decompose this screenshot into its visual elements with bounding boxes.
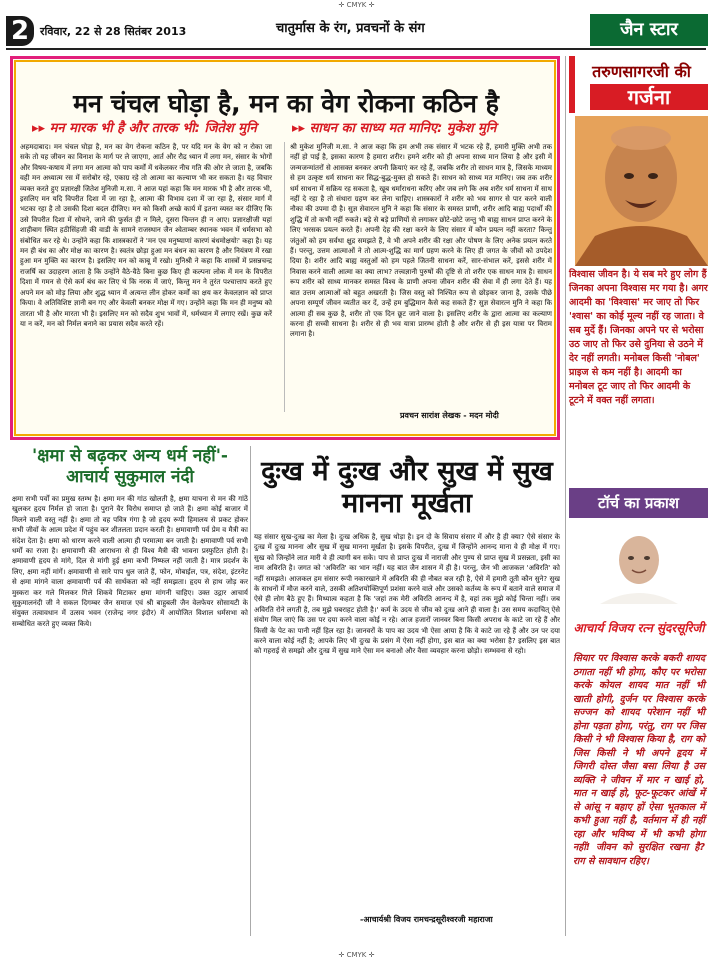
registration-text: CMYK	[346, 1, 367, 9]
main-article-credit: प्रवचन सारांश लेखक - मदन मोदी	[400, 411, 499, 420]
header-divider	[6, 48, 706, 50]
kshama-headline: 'क्षमा से बढ़कर अन्य धर्म नहीं'-आचार्य सुकुमाल नंदी	[32, 446, 228, 487]
registration-crosshair-icon: ✛	[338, 951, 345, 959]
double-chevron-icon: ▸▸	[32, 121, 46, 136]
registration-crosshair-icon: ✛	[368, 1, 375, 9]
main-article-subheading-left	[32, 118, 257, 136]
subheading-left-text: मन मारक भी है और तारक भी: जितेश मुनि	[49, 121, 257, 136]
main-article-subheading-right	[292, 118, 496, 136]
registration-crosshair-icon: ✛	[368, 951, 375, 959]
main-article-headline: मन चंचल घोड़ा है, मन का वेग रोकना कठिन है	[73, 89, 499, 118]
acharya-text: सियार पर विश्वास करके बकरी शायद ठगाता नहीं भी होगा, कौए पर भरोसा करके कोयल शायद मात नहीं भी खाती होगी, दुर्जन पर विश्वास करके सज्जन को शायद परेशान नहीं भी होना पड़ता होगा, परंतु, राग पर जिस किसी ने भी विश्वास किया है, राग को जिस किसी ने भी अपने हृदय में जिगरी दोस्त जैसा बसा लिया है उस व्यक्ति ने जीवन में मार न खाई हो, मात न खाई हो, फूट-फूटकर आंखें में से आंसू न बहाए हों ऐसा भूतकाल में कभी हुआ नहीं है, वर्तमान में ही नहीं रहा और भविष्य में भी कभी होगा नहीं! जीवन को सुरक्षित रखना है? राग से सावधान रहिए।	[573, 653, 705, 867]
torch-label: टॉर्च का प्रकाश	[569, 488, 708, 518]
main-article-column-1: अहमदाबाद। मन चंचल घोड़ा है, मन का वेग रोकना कठिन है, पर यदि मन के वेग को न रोका जा सके तो यह जीवन का विनाश के मार्ग पर ले जाएगा, आर्त और रौद्र ध्यान में लगा मन, संसार के भोगों और विषय-कषाय में लगा मन आत्मा को पाप कर्मों में धकेलकर नीच गति की ओर ले जाता है, जबकि वही मन अध्यात्म रस में सरोबोर रहे, एकाग्र रहे तो आत्मा का कल्याण भी कर सकता है। यह विचार व्यक्त करते हुए प्रज्ञारक्षी जितेश मुनिजी म.सा. ने आज यहां कहा कि मन मारक भी है और तारक भी, इसलिए मन यदि विपरीत दिशा में जा रहा है, आत्मा की विभाव दशा में जा रहा है, संसार मार्ग में भटका रहा है तो उसकी दिशा बदल दीजिए। मन को किसी अच्छे कार्य में इतना व्यस्त कर दीजिए कि उसे विपरीत दिशा में सोचने, जाने की फुर्सत ही न मिले, दूसरा चिन्तन ही न आए। प्रज्ञारक्षीजी यहां शाहीबाग स्थित हठीसिंहजी की वाडी के सामने राजस्थान जैन श्वेताम्बर स्थानक भवन में धर्मसभा को संबोधित कर रहे थे। उन्होंने कहा कि शास्त्रकारों ने 'मन एव मनुष्याणां कारणं बंधमोक्षयोः' कहा है। यह मन ही बंध का और मोक्ष का कारण है। स्वतंत्र छोड़ा हुआ मन बंधन का कारण है और नियंत्रण में रखा हुआ मन मुक्ति का कारण है। इसलिए मन को काबू में रखो। मुनिश्री ने कहा कि शास्त्रों में प्रसन्नचन्द्र राजर्षि का उदाहरण आता है कि उन्होंने वैठे-वैठे बिना कुछ किए ही कल्पना लोक में मन के विपरीत दिशा में गमन से ऐसे कर्म बंध कर लिए थे कि नरक में जाएं, किन्तु मन ने तुरंत पश्चात्ताप करते हुए अपने मन को मोड़ लिया और शुद्ध ध्यान में अत्यन्त लीन होकर कर्मों का क्षय कर केवलज्ञान को प्राप्त किया। वे अतिविशिष्ट ज्ञानी बन गए और केवली बनकर मोक्ष में गए। उन्होंने कहा कि मन ही मनुष्य को तारता भी है और मारता भी है। इसलिए मन को सदैव शुभ भावों में, धर्मध्यान में लगाए रखें। कुछ करें या न करें, मन को निर्मल बनाने का प्रयास सदैव करते रहें।	[20, 143, 272, 328]
column-divider	[565, 56, 566, 936]
subheading-right-text: साधन का साध्य मत मानिए: मुकेश मुनि	[309, 121, 497, 136]
registration-crosshair-icon: ✛	[338, 1, 345, 9]
column-divider	[250, 446, 251, 936]
kshama-body: क्षमा सभी पर्वों का प्रमुख स्तम्भ है। क्षमा मन की गांठ खोलती है, क्षमा याचना से मन की गांठें खुलकर हृदय निर्मल हो जाता है। पुराने वैर विरोध समाप्त हो जाते हैं। क्षमा कोई बाजार में मिलने वाली वस्तु नहीं है। क्षमा तो वह पवित्र गंगा है जो हृदय रूपी हिमालय से प्रकट होकर सभी जीवों के आत्म प्रदेश में पहुंच कर शीतलता प्रदान करती है। क्षमावाणी पर्व प्रेम व मैत्री का संदेश देता है। क्षमा को धारण करने वाली आत्मा ही परमात्मा बन जाती है। क्षमावाणी पर्व सभी धर्मों का राजा है। क्षमावाणी की आराधना से ही विश्व मैत्री की भावना प्रस्फुटित होती है। क्षमावाणी हृदय से मांगे, दिल से मांगी हुई क्षमा कभी निष्फल नहीं जाती है। मात्र प्रदर्शन के लिए, क्षमा नहीं मांगें। क्षमावाणी से सारे पाप धुल जाते हैं, फोन, मोबाईल, पत्र, संदेश, इंटरनेट से क्षमा मांगने वाला क्षमावाणी पर्व की सार्थकता को नहीं समझता। हृदय से हाथ जोड़ कर मुस्करा कर गले मिलकर गिले शिकवे मिटाकर क्षमा मांगनी चाहिए। उक्त उद्गार आचार्य सुकुमालनंदी जी ने सकल दिगम्बर जैन समाज एवं श्री बाहुबली जैन वेलफेयर सोसायटी के संयुक्त तत्वावधान में उत्सव भवन (राजेन्द्र नगर इंदौर) में आयोजित विशाल धर्मसभा को सम्बोधित करते हुए व्यक्त किये।	[12, 495, 248, 628]
double-chevron-icon: ▸▸	[292, 121, 306, 136]
issue-date: रविवार, 22 से 28 सितंबर 2013	[40, 25, 187, 38]
main-article-column-2: श्री मुकेश मुनिजी म.सा. ने आज कहा कि हम अभी तक संसार में भटक रहे हैं, हमारी मुक्ति अभी तक नहीं हो पाई है, इसका कारण है हमारा शरीर। हमने शरीर को ही अपना साध्य मान लिया है और इसी में जन्मजन्मांतरों से आसक्त बनकर अपनी क्रियाएं कर रहे हैं, जबकि शरीर तो साधन मात्र है, जिसके माध्यम से हम उत्कृष्ट धर्म साधना कर सिद्ध-बुद्ध-मुक्त हो सकते हैं। साधन को साध्य मत मानिए। जब तक शरीर धर्म साधना में सक्रिय रह सकता है, खूब धर्माराधना करिए और जब लगे कि अब शरीर धर्म साधना में साथ नहीं दे रहा है तो संथारा ग्रहण कर लेना चाहिए। शास्त्रकारों ने शरीर को भव सागर से पार करने वाली नौका की उपमा दी है। सुज्ञ सेवारत्न मुनि ने कहा कि संसार के समस्त प्राणी, शरीर आदि बाह्य पदार्थों की शुद्धि में तो कभी नहीं रुकते। बड़े से बड़े प्राणियों से लगाकर छोटे-छोटे जन्तु भी बाह्य साधन प्राप्त करने के लिए भरसक प्रयत्न करते हैं। अपनी देह की रक्षा करने के लिए संसार में कौन प्रयत्न नहीं करता? किन्तु जंतुओं को हम सर्वथा क्षुद्र समझते हैं, वे भी अपने शरीर की रक्षा और पोषण के लिए अनेक प्रयत्न करते हैं। परन्तु, उत्तम आत्माओं ने तो आत्म-शुद्धि का मार्ग ग्रहण करने के लिए ही जगत के जीवों को उपदेश दिया है। शरीर आदि बाह्य वस्तुओं को हम पहले जितनी साधना करें, सार-संभाल करें, इससे शरीर में निवास करने वाली आत्मा का क्या लाभ? तत्त्वज्ञानी पुरुषों की दृष्टि से तो शरीर एक साधन मात्र है। साधन रूप शरीर को साध्य मानकर समस्त विश्व के प्राणी अपना जीवन शरीर की सेवा में ही लगा देते हैं। यह बात उत्तम आत्माओं को बहुत अखरती है। जिस वस्तु को निश्चित रूप से छोड़कर जाना है, उसके पीछे अपना सम्पूर्ण जीवन व्यतीत कर दें, उन्हें हम बुद्धिमान कैसे कह सकते हैं? सुज्ञ सेवारत्न मुनि ने कहा कि आत्मा ही सब कुछ है, शरीर तो एक दिन छूट जाने वाला है। इसलिए शरीर के द्वारा आत्मा का कल्याण करना ही सच्ची साधना है। शरीर से ही भव यात्रा प्रारम्भ होती है और शरीर से ही इस यात्रा पर विराम लगाना है।	[284, 142, 552, 412]
acharya-name: आचार्य विजय रत्न सुंदरसूरिजी	[573, 621, 705, 635]
registration-mark-top	[0, 0, 713, 10]
dukh-body: यह संसार सुख-दुःख का मेला है। दुःख अधिक है, सुख थोड़ा है। इन दो के सिवाय संसार में और है ही क्या? ऐसे संसार के दुःख में दुःख मानना और सुख में सुख मानना मूर्खता है। इसके विपरीत, दुःख में जिन्होंने आनन्द माना वे ही मोक्ष में गए। सुख को जिन्होंने लात मारी वे ही त्यागी बन सके। पाप से प्राप्त दुःख में नाराजी और पुण्य से प्राप्त सुख में प्रसन्नता, इसी का नाम अविरति है। जगत को 'अविरति' का भान नहीं। यह बात जैन शासन में ही है। परन्तु, जैन भी आजकल 'अविरति' को नहीं समझते। आजकल हम संसार रूपी नकारखाने में अविरति की ही नौबत बज रही है, ऐसे में हमारी तूती कौन सुने? सुख के साधनों में मौज करने वाले, उसकी अतिशयोक्तिपूर्ण प्रशंसा करने वाले और उसको कर्तव्य के रूप में बताने वाले समाज में ऐसे ही लोग बैठे हुए हैं। मिथ्यात्व कहता है कि 'जहां तक मेरी अविरति आनन्द में है, वहां तक मुझे कोई चिन्ता नहीं। जब अविरति रोने लगती है, तब मुझे घबराहट होती है।' कर्म के उदय से जीव को दुःख आने ही वाला है। उस समय कदाचित् ऐसे संयोग मिल जाएं कि उस पर दया करने वाला कोई न रहे। आज हजारों जानवर बिना किसी अपराध के काटे जा रहे हैं और किसी के पेट का पानी नहीं हिल रहा है। जानवरों के पाप का उदय भी ऐसा आया है कि वे काटे जा रहे हैं और उन पर दया करने वाला कोई नहीं है; आपके लिए भी दुःख के प्रसंग में ऐसा नहीं होगा, इस बात का क्या भरोसा है? इसलिए इस बात को गहराई से समझो और दुःख में सुख माने ऐसा मन बनाओ और वैसा व्यवहार करना छोड़ो। सम्भवना से रहो।	[254, 533, 560, 656]
tarun-sagar-photo	[575, 116, 708, 266]
garjana-label: गर्जना	[590, 84, 708, 110]
portrait-icon	[580, 524, 698, 604]
registration-text: CMYK	[346, 951, 367, 959]
portrait-icon	[575, 116, 708, 266]
dukh-credit: -आचार्यश्री विजय रामचन्द्रसूरीश्वरजी महाराजा	[360, 915, 493, 924]
dukh-headline: दुःख में दुःख और सुख में सुख मानना मूर्खता	[261, 456, 553, 519]
section-name: जैन स्टार	[590, 14, 708, 46]
page-number: 2	[6, 16, 34, 46]
tarun-quote: विश्वास जीवन है। ये सब मरे हुए लोग हैं जिनका अपना विश्वास मर गया है। अगर आदमी का 'विश्वास' मर जाए तो फिर 'श्वास' का कोई मूल्य नहीं रह जाता। वे सब मुर्दे हैं। जिनका अपने पर से भरोसा उठ जाए तो फिर उसे दुनिया से उठने में देर नहीं लगती। मनोबल किसी 'नोबल' प्राइज से कम नहीं है। आदमी का मनोबल टूट जाए तो फिर आदमी के टूटने में वक्त नहीं लगता।	[569, 269, 708, 406]
registration-mark-bottom	[0, 950, 713, 960]
acharya-photo	[580, 524, 698, 604]
tarun-title: तरुणसागरजी की	[592, 62, 691, 81]
header-title: चातुर्मास के रंग, प्रवचनों के संग	[276, 21, 425, 36]
